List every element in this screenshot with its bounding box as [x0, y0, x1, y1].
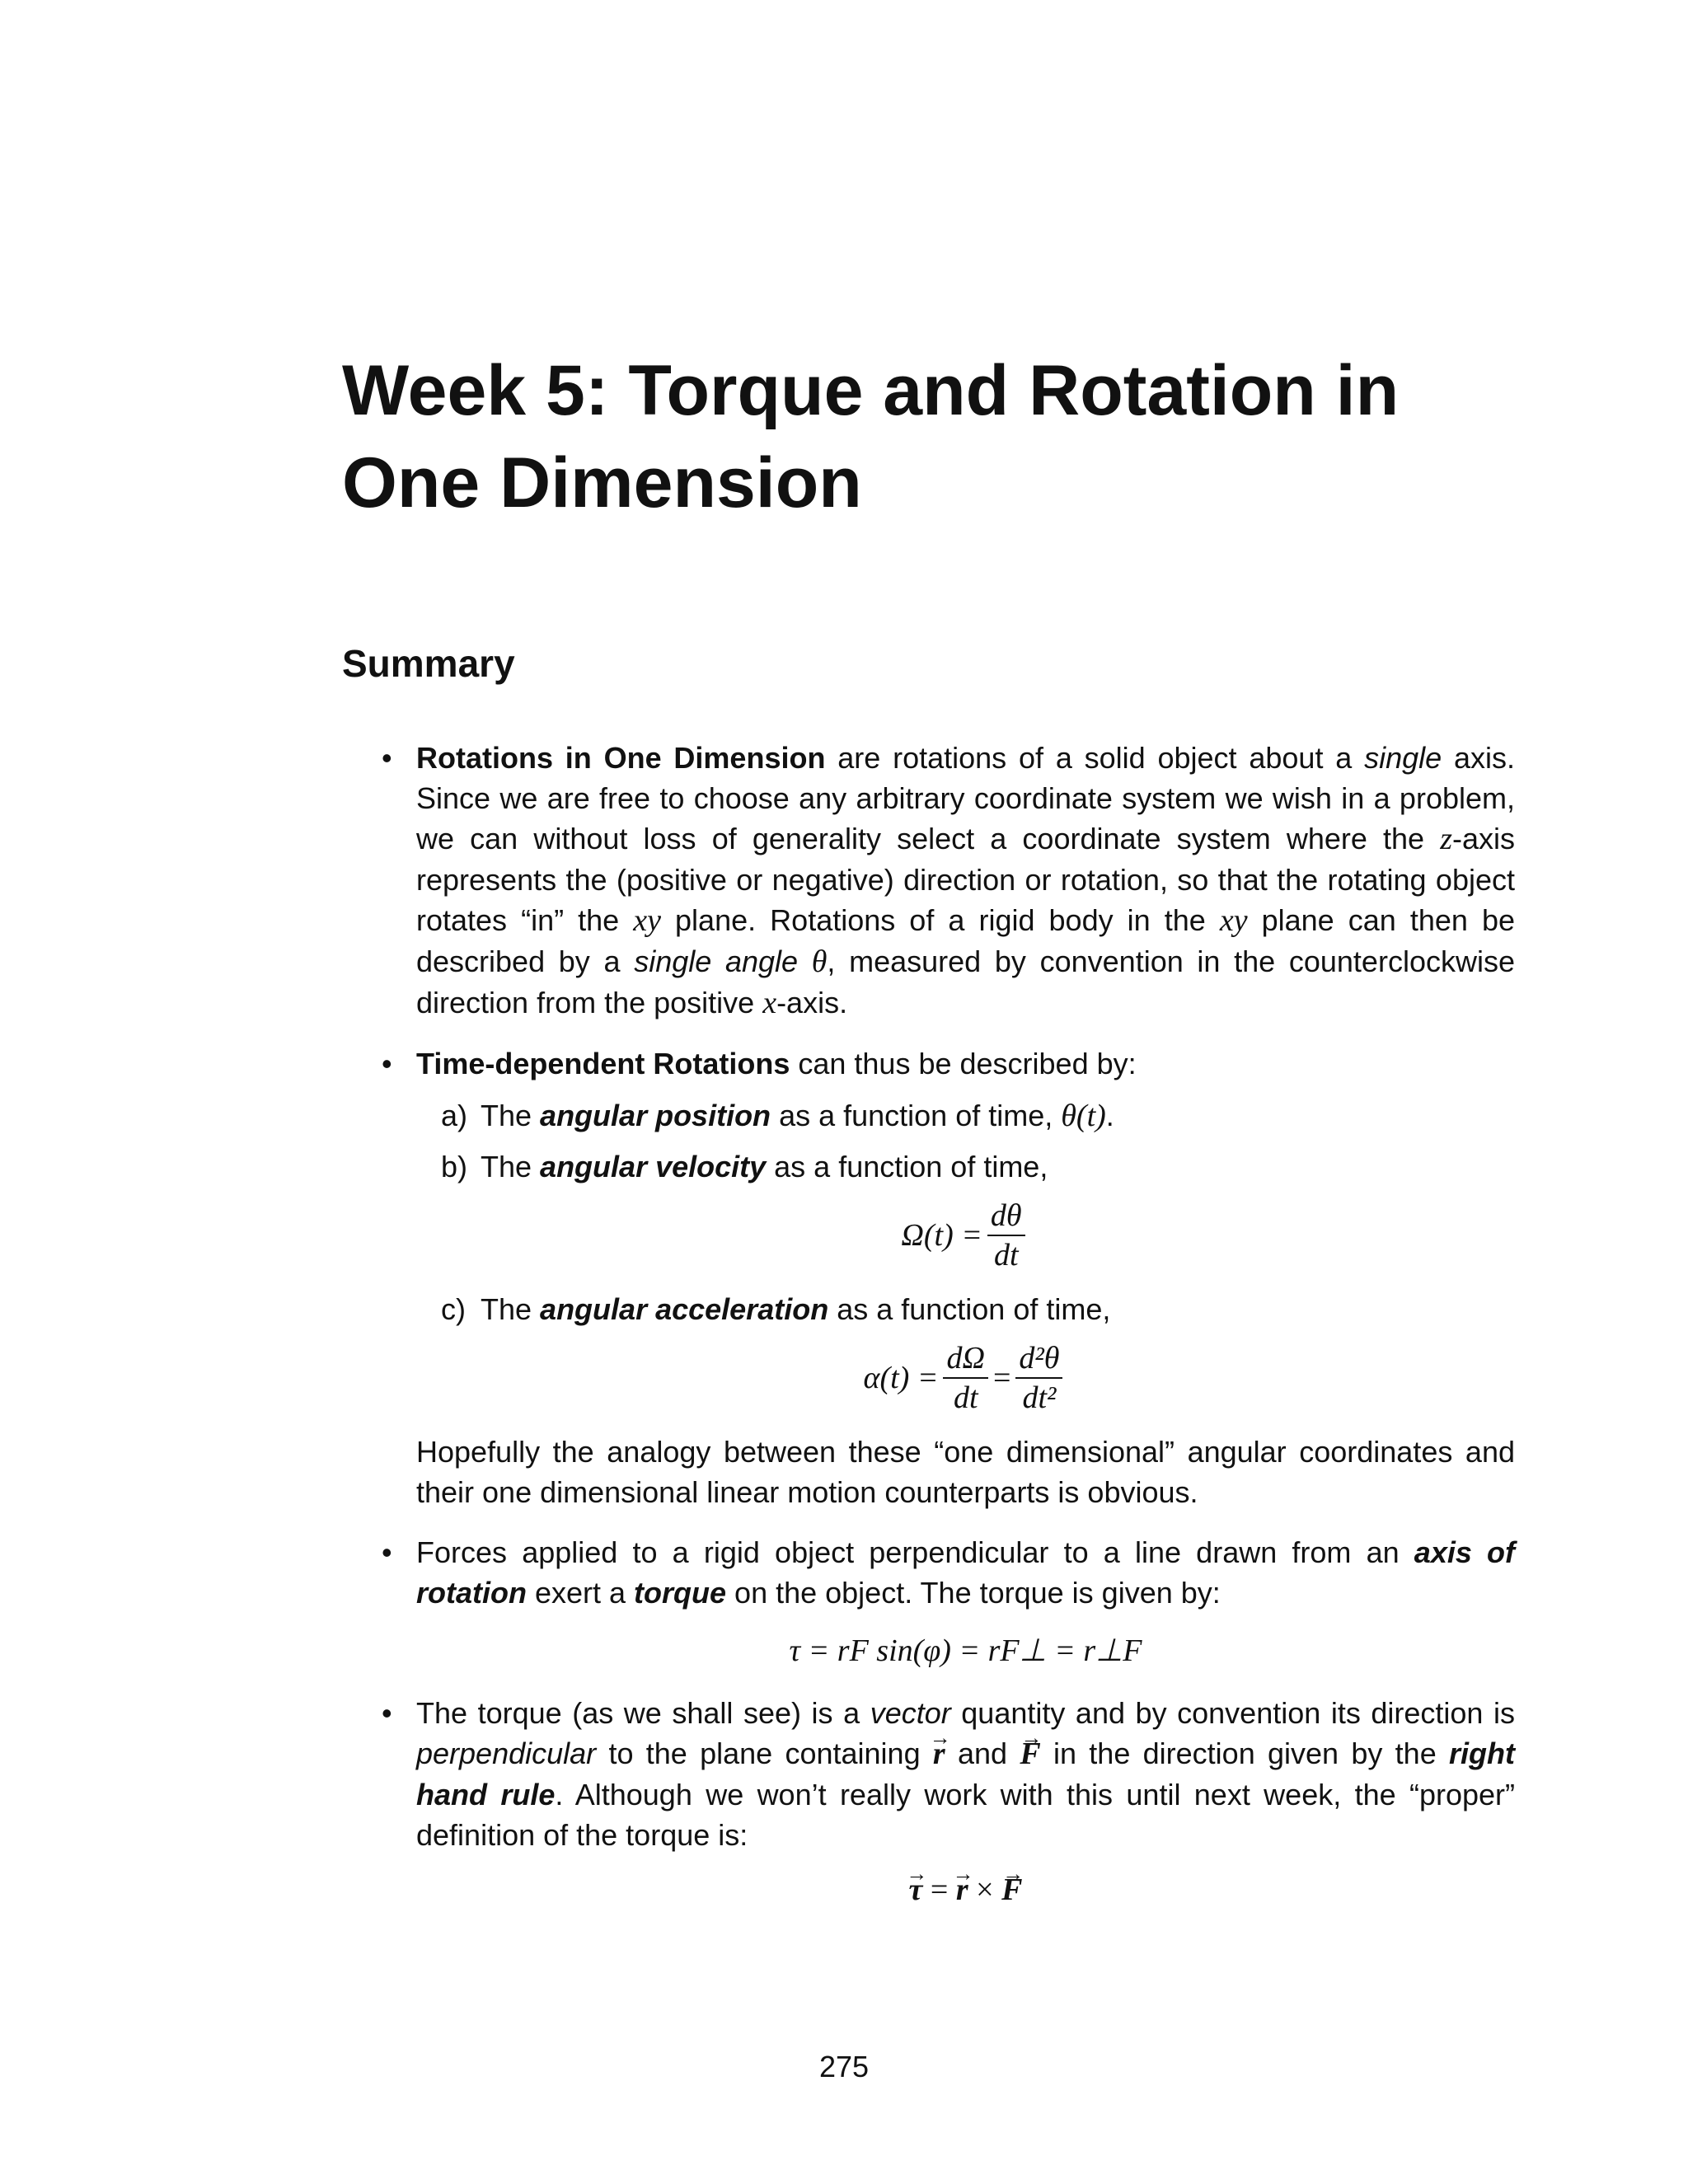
- equation-torque-vector: [416, 1870, 1515, 1910]
- equation-lhs: Ω(t) =: [901, 1217, 982, 1253]
- term: right hand rule: [416, 1736, 1515, 1811]
- term: Rotations in One Dimension: [416, 741, 826, 775]
- vector-f: → F: [1001, 1870, 1022, 1910]
- math-var: xy: [633, 903, 661, 938]
- text: -axis.: [776, 986, 848, 1019]
- sub-marker: c): [441, 1292, 466, 1326]
- term: Time-dependent Rotations: [416, 1047, 790, 1080]
- equation-lhs: α(t) =: [863, 1360, 939, 1395]
- sub-list: [416, 1289, 1515, 1329]
- vector-r: → r: [956, 1870, 968, 1910]
- summary-body: [382, 738, 1516, 1930]
- bullet-icon: •: [382, 741, 392, 775]
- bullet-icon: •: [382, 1047, 392, 1080]
- text: can thus be described by:: [790, 1047, 1137, 1080]
- paragraph: [416, 1693, 1515, 1855]
- sub-item-a: [441, 1095, 1515, 1137]
- list-item: [382, 738, 1516, 1024]
- numerator: dθ: [987, 1197, 1025, 1236]
- text: axis. Since we are free to choose any arbitrary coordinate system we wish in a problem, we can without loss of generality select a coordinate system where the: [416, 741, 1516, 855]
- text: . Although we won’t really work with this until next week, the “proper” definition of the torque is:: [416, 1778, 1515, 1852]
- text: Forces applied to a rigid object perpendicular to a line drawn from an: [416, 1535, 1414, 1569]
- term: axis of rotation: [416, 1535, 1516, 1610]
- equation-torque: [416, 1631, 1515, 1671]
- emphasis: single angle: [634, 944, 812, 978]
- numerator: d²θ: [1015, 1339, 1062, 1379]
- text: as a function of time,: [771, 1099, 1062, 1132]
- vector-tau: → τ: [909, 1870, 923, 1910]
- text: -axis represents the (positive or negative) direction or rotation, so that the rotating object rotates “in” the: [416, 822, 1515, 937]
- denominator: dt²: [1022, 1380, 1057, 1415]
- paragraph: [416, 1043, 1515, 1084]
- text: quantity and by convention its direction is: [950, 1696, 1516, 1730]
- bullet-icon: •: [382, 1696, 392, 1730]
- paragraph: [416, 1532, 1515, 1613]
- emphasis: vector: [870, 1696, 951, 1730]
- bullet-icon: •: [382, 1535, 392, 1569]
- text: The torque (as we shall see) is a: [416, 1696, 870, 1730]
- text: plane can then be described by a: [416, 903, 1516, 978]
- text: as a function of time,: [828, 1292, 1111, 1326]
- text: are rotations of a solid object about a: [825, 741, 1365, 775]
- sub-item-c: [441, 1289, 1515, 1329]
- math-var: θ: [811, 944, 828, 979]
- fraction: [943, 1339, 987, 1417]
- denominator: dt: [953, 1380, 978, 1415]
- text: The: [481, 1099, 541, 1132]
- text: plane. Rotations of a rigid body in the: [660, 903, 1220, 937]
- equals-sign: =: [922, 1872, 956, 1907]
- text: as a function of time,: [766, 1150, 1048, 1183]
- text: The: [481, 1292, 541, 1326]
- text: on the object. The torque is given by:: [726, 1576, 1221, 1610]
- math-var: xy: [1219, 903, 1248, 938]
- text: , measured by convention in the counterclockwise direction from the positive: [416, 944, 1515, 1019]
- sub-marker: b): [441, 1150, 468, 1183]
- paragraph: [416, 738, 1515, 1024]
- equation-angular-velocity: [416, 1197, 1515, 1274]
- text: exert a: [526, 1576, 635, 1610]
- equation-angular-acceleration: [416, 1339, 1515, 1417]
- fraction: [1015, 1339, 1062, 1417]
- text: The: [481, 1150, 541, 1183]
- term: angular position: [540, 1099, 771, 1132]
- emphasis: single: [1364, 741, 1442, 775]
- vector-r: → r: [933, 1734, 945, 1774]
- section-title: Summary: [342, 642, 515, 685]
- text: in the direction given by the: [1040, 1736, 1450, 1770]
- sub-item-b: [441, 1146, 1515, 1187]
- cross-sign: ×: [968, 1872, 1002, 1907]
- sub-list: [416, 1095, 1515, 1187]
- equation: τ = rF sin(φ) = rF⊥ = r⊥F: [789, 1633, 1142, 1668]
- text: and: [945, 1736, 1020, 1770]
- summary-list: [382, 738, 1516, 1910]
- term: angular acceleration: [540, 1292, 829, 1326]
- term: torque: [634, 1576, 727, 1610]
- math-var: x: [762, 986, 777, 1020]
- fraction: [987, 1197, 1025, 1274]
- text: to the plane containing: [596, 1736, 933, 1770]
- list-item: [382, 1043, 1515, 1512]
- denominator: dt: [993, 1238, 1019, 1272]
- term: angular velocity: [540, 1150, 767, 1183]
- paragraph: Hopefully the analogy between these “one dimensional” angular coordinates and their one dimensional linear motion counterparts is obvious.: [416, 1435, 1515, 1509]
- chapter-title: Week 5: Torque and Rotation in One Dimension: [342, 351, 1400, 523]
- sub-marker: a): [441, 1099, 468, 1132]
- math-var: z: [1440, 822, 1452, 856]
- numerator: dΩ: [943, 1339, 987, 1379]
- list-item: [382, 1532, 1516, 1671]
- list-item: [382, 1693, 1516, 1910]
- text: .: [1105, 1099, 1114, 1132]
- equals-sign: =: [992, 1360, 1011, 1395]
- page-number: 275: [818, 2050, 870, 2083]
- emphasis: perpendicular: [416, 1736, 597, 1770]
- vector-f: → F: [1020, 1734, 1040, 1774]
- math-expr: θ(t): [1061, 1099, 1106, 1133]
